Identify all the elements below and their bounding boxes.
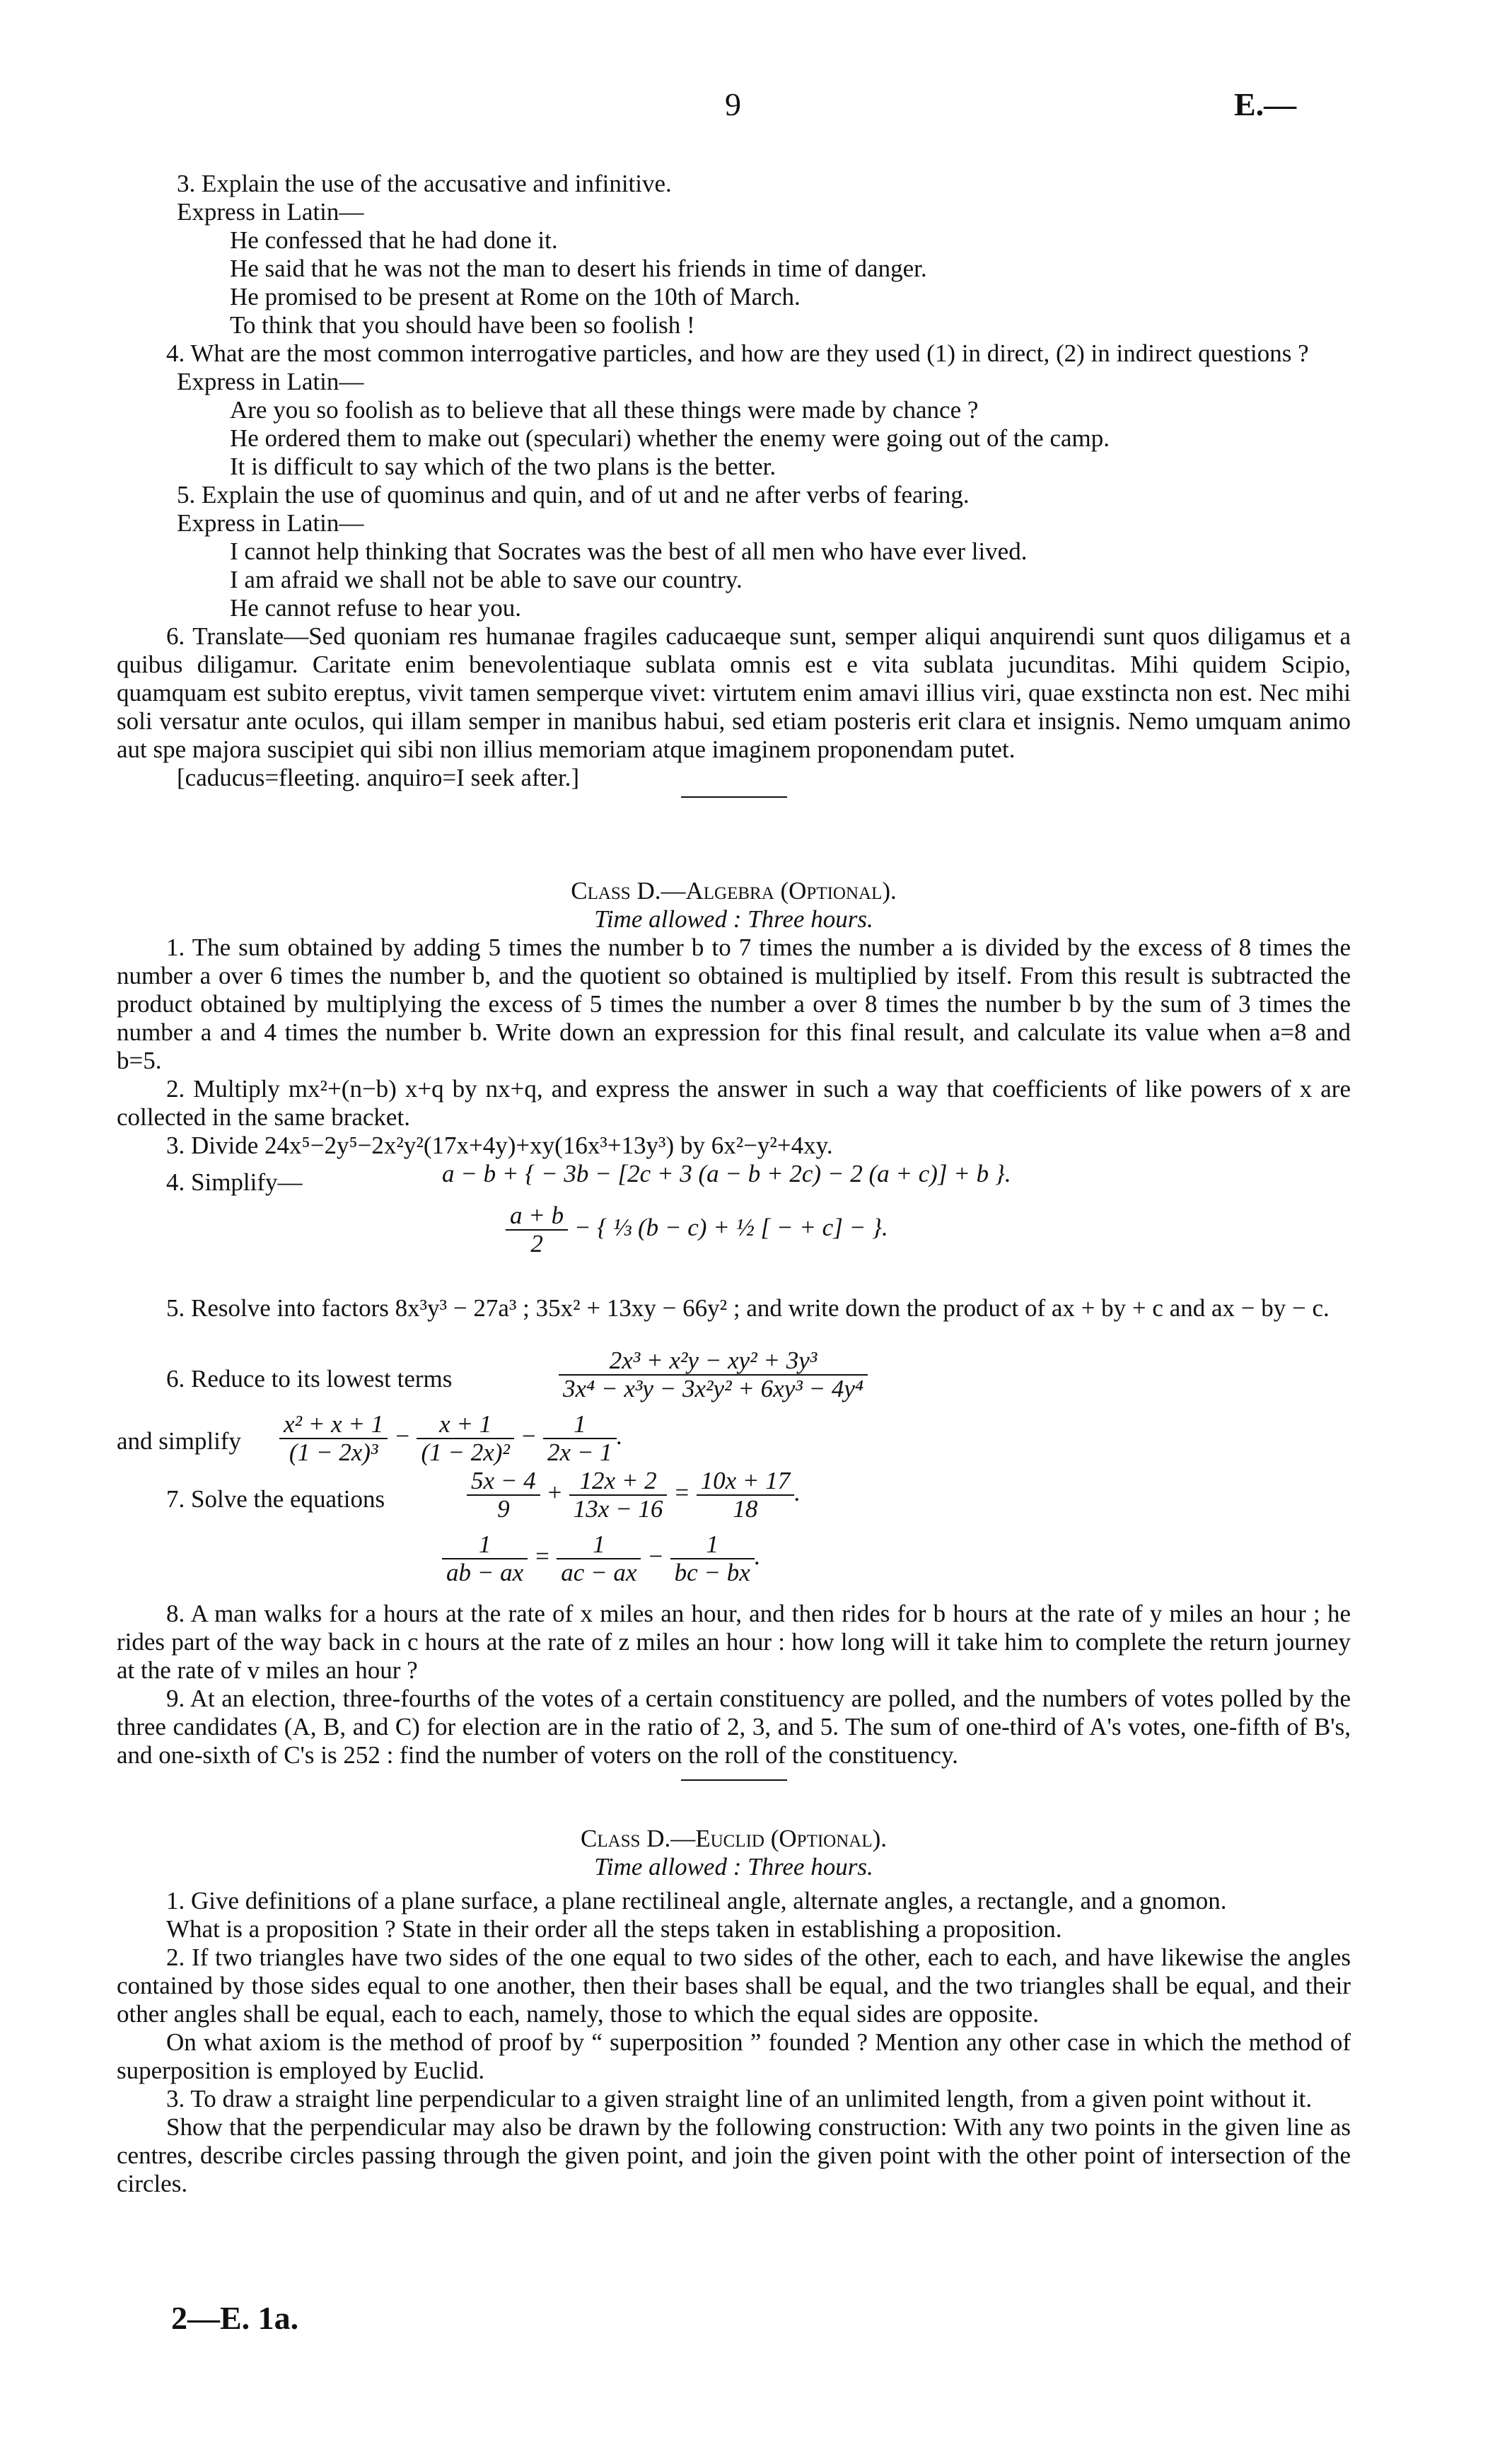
algebra-section (117, 877, 1351, 1160)
latin-q3-line: He confessed that he had done it. (230, 226, 558, 254)
algebra-q8: 8. A man walks for a hours at the rate of x miles an hour, and then rides for b hours at the rate of y miles an hour ; he rides part of the way back in c hours at the rate of z miles an hour : how long will it take him to complete the return journey at the rate of v miles an hour ? (117, 1600, 1351, 1684)
algebra-time: Time allowed : Three hours. (594, 905, 873, 933)
latin-q3-line: He promised to be present at Rome on the 10th of March. (230, 283, 801, 310)
latin-q5: 5. Explain the use of quominus and quin, and of ut and ne after verbs of fearing. (177, 481, 970, 509)
algebra-q6-simplify: and simplify (117, 1427, 241, 1455)
fraction: $\frac{12x + 2}{13x - 16}$ (569, 1468, 668, 1523)
euclid-section (117, 1825, 1351, 2198)
euclid-q1b: What is a proposition ? State in their order all the steps taken in establishing a proposition. (166, 1915, 1062, 1943)
euclid-q3: 3. To draw a straight line perpendicular to a given straight line of an unlimited length, from a given point without it. (166, 2085, 1313, 2113)
latin-q3-express: Express in Latin— (177, 198, 364, 226)
algebra-q6-simplify-expr: $\frac{\text{x² + x + 1}}{\text{(1 − 2x)³}}$ − $\frac{x + 1}{\text{(1 − 2x)²}}$ − $\frac{1}{2x - 1}$ . (279, 1411, 622, 1466)
fraction: $\frac{10x + 17}{18}$ (697, 1468, 795, 1523)
euclid-q1: 1. Give definitions of a plane surface, a plane rectilineal angle, alternate angles, a rectangle, and a gnomon. (166, 1887, 1227, 1914)
latin-q4-line: It is difficult to say which of the two plans is the better. (230, 453, 776, 480)
latin-q5-express: Express in Latin— (177, 509, 364, 537)
euclid-q3b: Show that the perpendicular may also be drawn by the following construction: With any two points in the given line as centres, describe circles passing through the given point, and join the given point with the other point of intersection of the circles. (117, 2113, 1351, 2197)
latin-q5-line: I cannot help thinking that Socrates was the best of all men who have ever lived. (230, 537, 1028, 565)
latin-q4-line: He ordered them to make out (speculari) whether the enemy were going out of the camp. (230, 424, 1110, 452)
algebra-q4-expr1-text: a − b + { − 3b − [2c + 3 (a − b + 2c) − 2 (a + c)] + b }. (442, 1160, 1011, 1187)
algebra-q8-q9 (117, 1600, 1351, 1786)
section-divider (681, 1779, 787, 1781)
algebra-title: Class D.—Algebra (Optional). (571, 877, 897, 905)
algebra-q4-label: 4. Simplify— (166, 1168, 303, 1196)
fraction (559, 1347, 868, 1402)
page-number: 9 (725, 86, 741, 122)
latin-q5-line: He cannot refuse to hear you. (230, 594, 522, 622)
algebra-q6-denominator: 3x⁴ − x³y − 3x²y² + 6xy³ − 4y⁴ (563, 1375, 864, 1402)
algebra-q1: 1. The sum obtained by adding 5 times the number b to 7 times the number a is divided by the excess of 8 times the number a over 6 times the number b, and the quotient so obtained is multiplied by itself. From this result is subtracted the product obtained by multiplying the excess of 5 times the number a over 8 times the number b by the sum of 3 times the number a and 4 times the number b. Write down an expression for this final result, and calculate its value when a=8 and b=5. (117, 934, 1351, 1074)
euclid-time: Time allowed : Three hours. (594, 1853, 873, 1881)
algebra-q5: 5. Resolve into factors 8x³y³ − 27a³ ; 35x² + 13xy − 66y² ; and write down the product of ax + by + c and ax − by − c. (166, 1294, 1330, 1322)
latin-q3-line: He said that he was not the man to desert his friends in time of danger. (230, 255, 927, 282)
algebra-q6-label: 6. Reduce to its lowest terms (166, 1365, 453, 1393)
algebra-q5-block (117, 1294, 1351, 1323)
algebra-q9: 9. At an election, three-fourths of the votes of a certain constituency are polled, and the numbers of votes polled by the three candidates (A, B, and C) for election are in the ratio of 2, 3, and 5. The sum of one-third of A's votes, one-fifth of B's, and one-sixth of C's is 252 : find the number of voters on the roll of the constituency. (117, 1685, 1351, 1769)
algebra-q4-expr2-text: − { ⅓ (b − c) + ½ [ − + c] − }. (574, 1214, 888, 1242)
euclid-title: Class D.—Euclid (Optional). (580, 1825, 888, 1852)
latin-q4: 4. What are the most common interrogative particles, and how are they used (1) in direct, (2) in indirect questions ? (166, 339, 1309, 367)
latin-q4-express: Express in Latin— (177, 368, 364, 395)
algebra-q6-fraction (559, 1347, 868, 1402)
fraction: $\frac{1}{2x - 1}$ (543, 1411, 617, 1466)
footer-signature: 2—E. 1a. (171, 2300, 299, 2336)
algebra-q7-eq2: $\frac{1}{ab - ax}$ = $\frac{1}{ac - ax}$ − $\frac{1}{bc - bx}$ . (442, 1531, 761, 1586)
fraction: $\frac{x + 1}{\text{(1 − 2x)²}}$ (417, 1411, 513, 1466)
latin-q5-line: I am afraid we shall not be able to save our country. (230, 566, 743, 593)
algebra-q6-numerator: 2x³ + x²y − xy² + 3y³ (559, 1347, 868, 1376)
latin-q6-gloss: [caducus=fleeting. anquiro=I seek after.] (177, 764, 580, 791)
algebra-q4-expr2 (506, 1202, 888, 1257)
algebra-q7-eq1: $\frac{5x - 4}{9}$ + $\frac{12x + 2}{13x - 16}$ = $\frac{10x + 17}{18}$ . (467, 1468, 801, 1523)
latin-q3-line: To think that you should have been so foolish ! (230, 311, 695, 339)
latin-q4-line: Are you so foolish as to believe that all these things were made by chance ? (230, 396, 979, 424)
fraction: $\frac{1}{ab - ax}$ (442, 1531, 528, 1586)
euclid-q2: 2. If two triangles have two sides of the one equal to two sides of the other, each to each, and have likewise the angles contained by those sides equal to one another, then their bases shall be equal, and the two triangles shall be equal, and their other angles shall be equal, each to each, namely, those to which the equal sides are opposite. (117, 1943, 1351, 2028)
fraction: $\frac{5x - 4}{9}$ (467, 1468, 540, 1523)
latin-section (117, 170, 1351, 803)
fraction: $\frac{1}{bc - bx}$ (670, 1531, 755, 1586)
latin-q3: 3. Explain the use of the accusative and infinitive. (177, 170, 672, 197)
fraction: $\frac{\text{x² + x + 1}}{\text{(1 − 2x)³}}$ (279, 1411, 388, 1466)
fraction: $\frac{a + b}{2}$ (506, 1202, 568, 1257)
algebra-q3: 3. Divide 24x⁵−2y⁵−2x²y²(17x+4y)+xy(16x³+13y³) by 6x²−y²+4xy. (166, 1132, 833, 1159)
algebra-q4-expr1 (442, 1160, 1011, 1188)
euclid-q2b: On what axiom is the method of proof by “ superposition ” founded ? Mention any other case in which the method of superposition is employed by Euclid. (117, 2028, 1351, 2084)
algebra-q2: 2. Multiply mx²+(n−b) x+q by nx+q, and express the answer in such a way that coefficients of like powers of x are collected in the same bracket. (117, 1075, 1351, 1131)
section-divider (681, 796, 787, 798)
algebra-q7-label: 7. Solve the equations (166, 1485, 385, 1513)
latin-q6: 6. Translate—Sed quoniam res humanae fragiles caducaeque sunt, semper aliqui anquirendi sunt quos diligamus et a quibus diligamur. Caritate enim benevolentiaque sublata omnis est e vita sublata jucunditas. Mihi quidem Scipio, quamquam est subito ereptus, vivit tamen semperque vivet: virtutem enim amavi illius viri, quae exstincta non est. Nec mihi soli versatur ante oculos, qui illam semper in manibus habui, sed etiam posteris erit clara et insignis. Nemo umquam animo aut spe majora suscipiet qui sibi non illius memoriam atque imaginem proponendam putet. (117, 622, 1351, 763)
fraction: $\frac{1}{ac - ax}$ (557, 1531, 641, 1586)
document-code: E.— (1234, 86, 1297, 122)
